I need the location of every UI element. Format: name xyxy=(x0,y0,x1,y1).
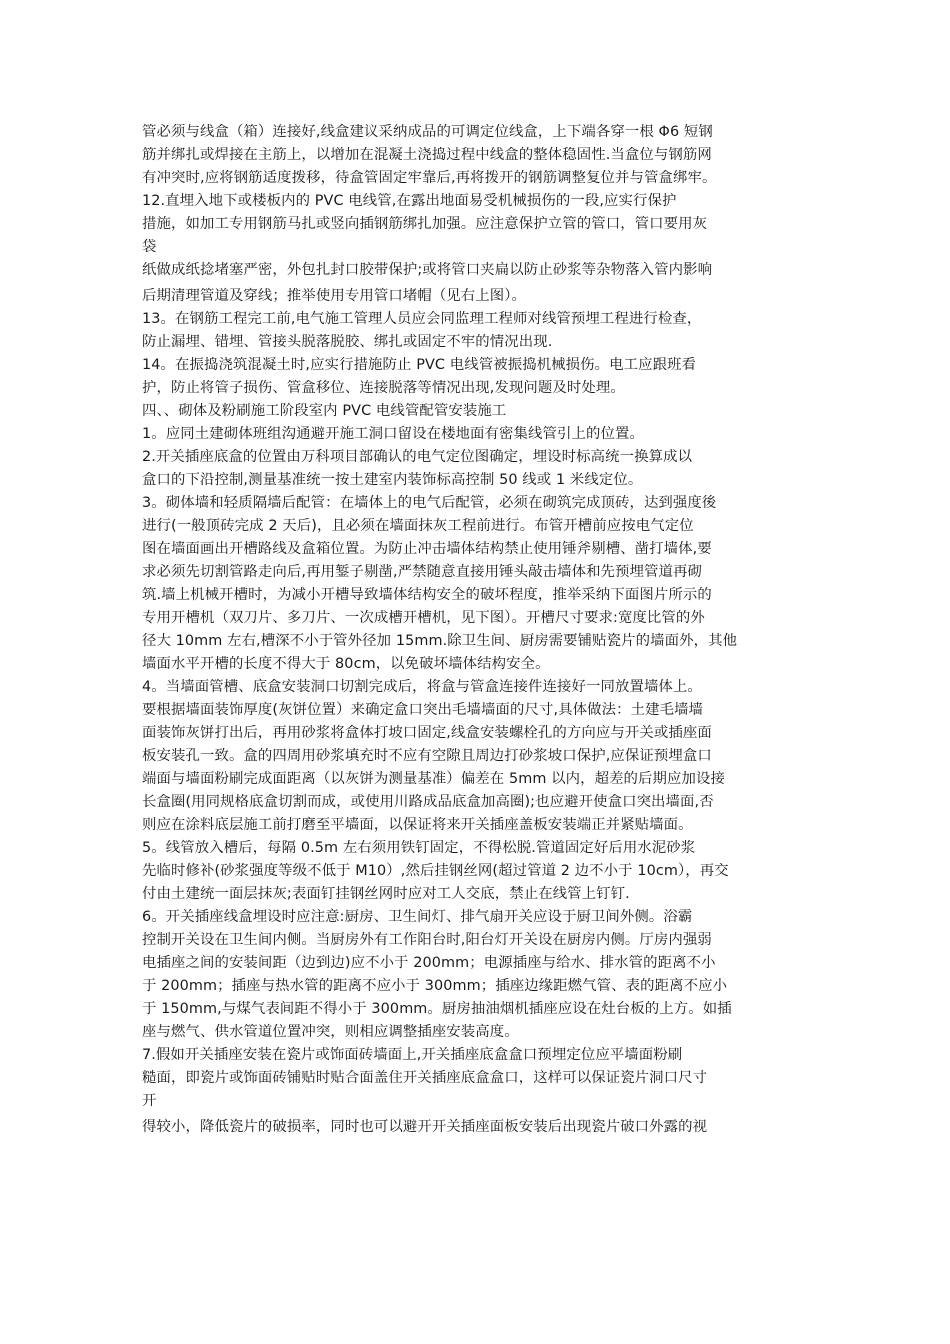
text-line: 筋并绑扎或焊接在主筋上，以增加在混凝土浇捣过程中线盒的整体稳固性.当盒位与钢筋网 xyxy=(142,147,712,163)
text-line: 有冲突时,应将钢筋适度拨移，待盒管固定牢靠后,再将拨开的钢筋调整复位并与管盒绑牢。 xyxy=(142,170,717,186)
section-heading: 四、、砌体及粉刷施工阶段室内 PVC 电线管配管安装施工 xyxy=(142,403,507,419)
text-line: 板安装孔一致。盒的四周用砂浆填充时不应有空隙且周边打砂浆坡口保护,应保证预埋盒口 xyxy=(142,748,712,764)
text-line: 要根据墙面装饰厚度(灰饼位置）来确定盒口突出毛墙墙面的尺寸,具体做法：土建毛墙墙 xyxy=(142,702,704,718)
text-line: 长盒圈(用同规格底盒切割而成，或使用川路成品底盒加高圈);也应避开使盒口突出墙面,否 xyxy=(142,794,714,810)
text-line: 14。在振捣浇筑混凝土时,应实行措施防止 PVC 电线管被振捣机械损伤。电工应跟班看 xyxy=(142,357,697,373)
text-line: 纸做成纸捻堵塞严密，外包扎封口胶带保护;或将管口夹扁以防止砂浆等杂物落入管内影响 xyxy=(142,262,713,278)
text-line: 径大 10mm 左右,槽深不小于管外径加 15mm.除卫生间、厨房需要铺贴瓷片的墙面外，其他 xyxy=(142,633,738,649)
text-line: 图在墙面画出开槽路线及盒箱位置。为防止冲击墙体结构禁止使用锤斧剔槽、凿打墙体,要 xyxy=(142,541,712,557)
document-body xyxy=(142,121,812,1139)
text-line: 13。在钢筋工程完工前,电气施工管理人员应会同监理工程师对线管预埋工程进行检查， xyxy=(142,311,702,327)
text-line: 则应在涂料底层施工前打磨至平墙面，以保证将来开关插座盖板安装端正并紧贴墙面。 xyxy=(142,817,693,833)
text-line: 盒口的下沿控制,测量基准统一按土建室内装饰标高控制 50 线或 1 米线定位。 xyxy=(142,472,643,488)
text-line: 袋 xyxy=(142,239,157,255)
text-line: 端面与墙面粉刷完成面距离（以灰饼为测量基准）偏差在 5mm 以内，超差的后期应加设接 xyxy=(142,771,725,787)
text-line: 护，防止将管子损伤、管盒移位、连接脱落等情况出现,发现问题及时处理。 xyxy=(142,380,625,396)
text-line: 控制开关设在卫生间内侧。当厨房外有工作阳台时,阳台灯开关设在厨房内侧。厅房内强弱 xyxy=(142,932,712,948)
text-line: 于 150mm,与煤气表间距不得小于 300mm。厨房抽油烟机插座应设在灶台板的上方。如插 xyxy=(142,1001,732,1017)
text-line: 先临时修补(砂浆强度等级不低于 M10）,然后挂钢丝网(超过管道 2 边不小于 10cm），再交 xyxy=(142,863,729,879)
text-line: 防止漏埋、错埋、管接头脱落脱胶、绑扎或固定不牢的情况出现. xyxy=(142,334,553,350)
text-line: 墙面水平开槽的长度不得大于 80cm，以免破坏墙体结构安全。 xyxy=(142,656,550,672)
text-line: 7.假如开关插座安装在瓷片或饰面砖墙面上,开关插座底盒盒口预埋定位应平墙面粉刷 xyxy=(142,1047,683,1063)
text-line: 开 xyxy=(142,1093,157,1109)
text-line: 1。应同土建砌体班组沟通避开施工洞口留设在楼地面有密集线管引上的位置。 xyxy=(142,426,644,442)
text-line: 进行(一般顶砖完成 2 天后)，且必须在墙面抹灰工程前进行。布管开槽前应按电气定位 xyxy=(142,518,694,534)
text-line: 筑.墙上机械开槽时，为减小开槽导致墙体结构安全的破坏程度，推举采纳下面图片所示的 xyxy=(142,587,712,603)
text-line: 措施，如加工专用钢筋马扎或竖向插钢筋绑扎加强。应注意保护立管的管口，管口要用灰 xyxy=(142,216,708,232)
text-line: 于 200mm；插座与热水管的距离不应小于 300mm；插座边缘距燃气管、表的距离不应小 xyxy=(142,978,728,994)
text-line: 后期清理管道及穿线；推举使用专用管口堵帽（见右上图）。 xyxy=(142,288,527,304)
text-line: 求必须先切割管路走向后,再用錾子剔凿,严禁随意直接用锤头敲击墙体和先预埋管道再砌 xyxy=(142,564,702,580)
text-line: 2.开关插座底盒的位置由万科项目部确认的电气定位图确定，埋设时标高统一换算成以 xyxy=(142,449,693,465)
text-line: 付由土建统一面层抹灰;表面钉挂钢丝网时应对工人交底，禁止在线管上钉钉. xyxy=(142,886,630,902)
text-line: 专用开槽机（双刀片、多刀片、一次成槽开槽机，见下图）。开槽尺寸要求:宽度比管的外 xyxy=(142,610,705,626)
text-line: 面装饰灰饼打出后，再用砂浆将盒体打坡口固定,线盒安装螺栓孔的方向应与开关或插座面 xyxy=(142,725,712,741)
text-line: 4。当墙面管槽、底盒安装洞口切割完成后，将盒与管盒连接件连接好一同放置墙体上。 xyxy=(142,679,702,695)
text-line: 5。线管放入槽后，每隔 0.5m 左右须用铁钉固定，不得松脱.管道固定好后用水泥砂浆 xyxy=(142,840,696,856)
text-line: 12.直埋入地下或楼板内的 PVC 电线管,在露出地面易受机械损伤的一段,应实行保护 xyxy=(142,193,677,209)
text-line: 6。开关插座线盒埋设时应注意:厨房、卫生间灯、排气扇开关应设于厨卫间外侧。浴霸 xyxy=(142,909,693,925)
text-line: 糙面，即瓷片或饰面砖铺贴时贴合面盖住开关插座底盒盒口，这样可以保证瓷片洞口尺寸 xyxy=(142,1070,708,1086)
text-line: 电插座之间的安装间距（边到边)应不小于 200mm；电源插座与给水、排水管的距离不小 xyxy=(142,955,716,971)
text-line: 3。砌体墙和轻质隔墙后配管：在墙体上的电气后配管，必须在砌筑完成顶砖，达到强度後 xyxy=(142,495,717,511)
text-line: 得较小，降低瓷片的破损率，同时也可以避开开关插座面板安装后出现瓷片破口外露的视 xyxy=(142,1119,708,1135)
text-line: 座与燃气、供水管道位置冲突，则相应调整插座安装高度。 xyxy=(142,1024,519,1040)
text-line: 管必须与线盒（箱）连接好,线盒建议采纳成品的可调定位线盒，上下端各穿一根 Φ6 短钢 xyxy=(142,124,713,140)
